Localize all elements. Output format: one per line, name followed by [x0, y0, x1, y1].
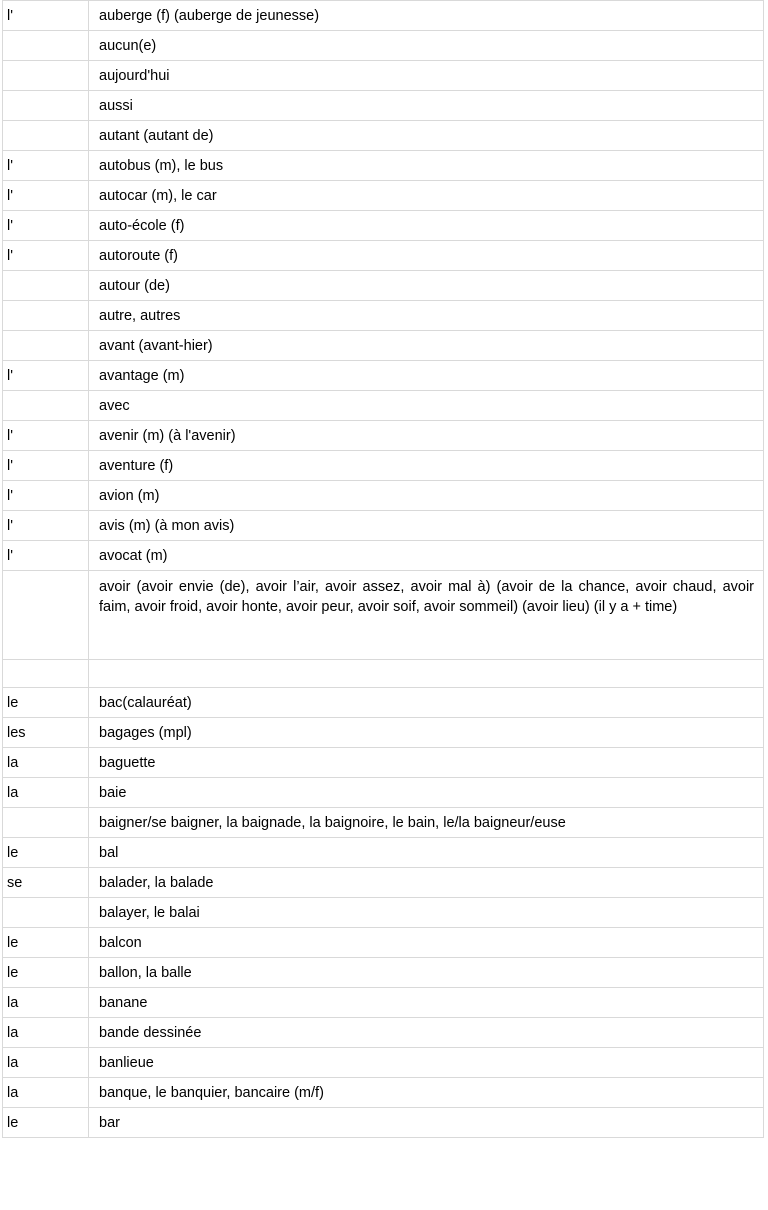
term-text: avoir (avoir envie (de), avoir l’air, avoir assez, avoir mal à) (avoir de la chance, avoir chaud, avoir faim, avoir froid, avoir honte, avoir peur, avoir soif, avoir sommeil) (avoir lieu) (il y a + time)	[99, 579, 754, 615]
term-text: aujourd'hui	[99, 67, 170, 84]
cell-article	[3, 511, 89, 541]
article-text: les	[7, 724, 26, 741]
cell-term	[89, 838, 764, 868]
table-row	[3, 31, 764, 61]
cell-term	[89, 151, 764, 181]
table-row	[3, 958, 764, 988]
article-text: l'	[7, 217, 13, 234]
cell-term	[89, 271, 764, 301]
term-text: banane	[99, 994, 148, 1011]
cell-term	[89, 1018, 764, 1048]
cell-term	[89, 748, 764, 778]
term-text: avant (avant-hier)	[99, 337, 213, 354]
cell-term	[89, 898, 764, 928]
table-row	[3, 211, 764, 241]
cell-term	[89, 91, 764, 121]
term-text: autour (de)	[99, 277, 170, 294]
table-row	[3, 718, 764, 748]
cell-article	[3, 1108, 89, 1138]
table-row	[3, 361, 764, 391]
table-row	[3, 481, 764, 511]
term-text: aussi	[99, 97, 133, 114]
cell-term	[89, 421, 764, 451]
table-row	[3, 778, 764, 808]
vocabulary-table-body	[3, 1, 764, 1138]
cell-term	[89, 451, 764, 481]
cell-term	[89, 481, 764, 511]
table-row	[3, 91, 764, 121]
cell-term	[89, 660, 764, 688]
term-text: auto-école (f)	[99, 217, 185, 234]
cell-article	[3, 61, 89, 91]
article-text: la	[7, 1054, 19, 1071]
article-text: le	[7, 1114, 19, 1131]
article-text: l'	[7, 187, 13, 204]
article-text: le	[7, 964, 19, 981]
term-text: banlieue	[99, 1054, 154, 1071]
table-row	[3, 511, 764, 541]
cell-article	[3, 121, 89, 151]
article-text: l'	[7, 7, 13, 24]
table-row	[3, 688, 764, 718]
term-text: aucun(e)	[99, 37, 157, 54]
table-row	[3, 660, 764, 688]
cell-term	[89, 718, 764, 748]
term-text: baigner/se baigner, la baignade, la baignoire, le bain, le/la baigneur/euse	[99, 814, 566, 831]
article-text: le	[7, 844, 19, 861]
table-row	[3, 151, 764, 181]
table-row	[3, 421, 764, 451]
cell-term	[89, 211, 764, 241]
article-text: l'	[7, 157, 13, 174]
term-text: bal	[99, 844, 119, 861]
term-text: balayer, le balai	[99, 904, 200, 921]
cell-term	[89, 1108, 764, 1138]
term-text: autocar (m), le car	[99, 187, 217, 204]
term-text: bande dessinée	[99, 1024, 202, 1041]
cell-term	[89, 61, 764, 91]
cell-term	[89, 331, 764, 361]
table-row	[3, 868, 764, 898]
table-row	[3, 748, 764, 778]
term-text: baguette	[99, 754, 156, 771]
article-text: l'	[7, 487, 13, 504]
cell-term	[89, 121, 764, 151]
cell-term	[89, 181, 764, 211]
cell-term	[89, 541, 764, 571]
cell-article	[3, 868, 89, 898]
cell-term	[89, 241, 764, 271]
cell-term	[89, 778, 764, 808]
article-text: l'	[7, 367, 13, 384]
table-row	[3, 241, 764, 271]
cell-article	[3, 808, 89, 838]
cell-term	[89, 361, 764, 391]
cell-article	[3, 391, 89, 421]
cell-term	[89, 1048, 764, 1078]
table-row	[3, 1018, 764, 1048]
cell-term	[89, 808, 764, 838]
cell-article	[3, 301, 89, 331]
cell-term	[89, 928, 764, 958]
table-row	[3, 121, 764, 151]
article-text: l'	[7, 547, 13, 564]
cell-article	[3, 541, 89, 571]
cell-term	[89, 958, 764, 988]
cell-article	[3, 181, 89, 211]
cell-term	[89, 988, 764, 1018]
cell-article	[3, 838, 89, 868]
cell-term	[89, 391, 764, 421]
cell-article	[3, 241, 89, 271]
table-row	[3, 571, 764, 660]
vocabulary-table	[2, 0, 764, 1138]
term-text: avocat (m)	[99, 547, 168, 564]
cell-article	[3, 271, 89, 301]
cell-article	[3, 361, 89, 391]
table-row	[3, 271, 764, 301]
cell-article	[3, 748, 89, 778]
table-row	[3, 1078, 764, 1108]
cell-article	[3, 211, 89, 241]
table-row	[3, 898, 764, 928]
article-text: l'	[7, 517, 13, 534]
term-text: ballon, la balle	[99, 964, 192, 981]
cell-article	[3, 988, 89, 1018]
table-row	[3, 988, 764, 1018]
cell-article	[3, 688, 89, 718]
cell-term	[89, 1078, 764, 1108]
table-row	[3, 451, 764, 481]
table-row	[3, 61, 764, 91]
cell-article	[3, 151, 89, 181]
article-text: la	[7, 784, 19, 801]
cell-term	[89, 511, 764, 541]
table-row	[3, 1, 764, 31]
table-row	[3, 331, 764, 361]
cell-article	[3, 778, 89, 808]
cell-article	[3, 481, 89, 511]
term-text: autoroute (f)	[99, 247, 178, 264]
cell-term	[89, 688, 764, 718]
cell-term	[89, 868, 764, 898]
term-text: balcon	[99, 934, 142, 951]
term-text: bagages (mpl)	[99, 724, 192, 741]
cell-article	[3, 91, 89, 121]
cell-article	[3, 451, 89, 481]
article-text: le	[7, 934, 19, 951]
article-text: la	[7, 1084, 19, 1101]
cell-article	[3, 31, 89, 61]
term-text: autre, autres	[99, 307, 181, 324]
article-text: la	[7, 1024, 19, 1041]
term-text: bar	[99, 1114, 120, 1131]
table-row	[3, 1048, 764, 1078]
cell-article	[3, 571, 89, 660]
term-text: avenir (m) (à l'avenir)	[99, 427, 236, 444]
term-text: auberge (f) (auberge de jeunesse)	[99, 7, 320, 24]
cell-article	[3, 958, 89, 988]
term-text: avec	[99, 397, 130, 414]
term-text: autant (autant de)	[99, 127, 214, 144]
article-text: l'	[7, 247, 13, 264]
table-row	[3, 541, 764, 571]
table-row	[3, 1108, 764, 1138]
cell-article	[3, 1048, 89, 1078]
article-text: l'	[7, 427, 13, 444]
cell-term	[89, 1, 764, 31]
cell-article	[3, 1, 89, 31]
term-text: balader, la balade	[99, 874, 214, 891]
term-text: avis (m) (à mon avis)	[99, 517, 235, 534]
table-row	[3, 391, 764, 421]
term-text: avantage (m)	[99, 367, 185, 384]
table-row	[3, 301, 764, 331]
table-row	[3, 928, 764, 958]
article-text: l'	[7, 457, 13, 474]
article-text: le	[7, 694, 19, 711]
cell-article	[3, 928, 89, 958]
term-text: bac(calauréat)	[99, 694, 192, 711]
term-text: avion (m)	[99, 487, 160, 504]
cell-term	[89, 571, 764, 660]
term-text: baie	[99, 784, 127, 801]
term-text: autobus (m), le bus	[99, 157, 224, 174]
cell-article	[3, 331, 89, 361]
cell-article	[3, 718, 89, 748]
article-text: la	[7, 994, 19, 1011]
cell-article	[3, 1018, 89, 1048]
cell-term	[89, 31, 764, 61]
table-row	[3, 838, 764, 868]
article-text: se	[7, 874, 23, 891]
term-text: aventure (f)	[99, 457, 174, 474]
cell-term	[89, 301, 764, 331]
article-text: la	[7, 754, 19, 771]
cell-article	[3, 421, 89, 451]
cell-article	[3, 1078, 89, 1108]
table-row	[3, 181, 764, 211]
cell-article	[3, 660, 89, 688]
cell-article	[3, 898, 89, 928]
table-row	[3, 808, 764, 838]
term-text: banque, le banquier, bancaire (m/f)	[99, 1084, 324, 1101]
